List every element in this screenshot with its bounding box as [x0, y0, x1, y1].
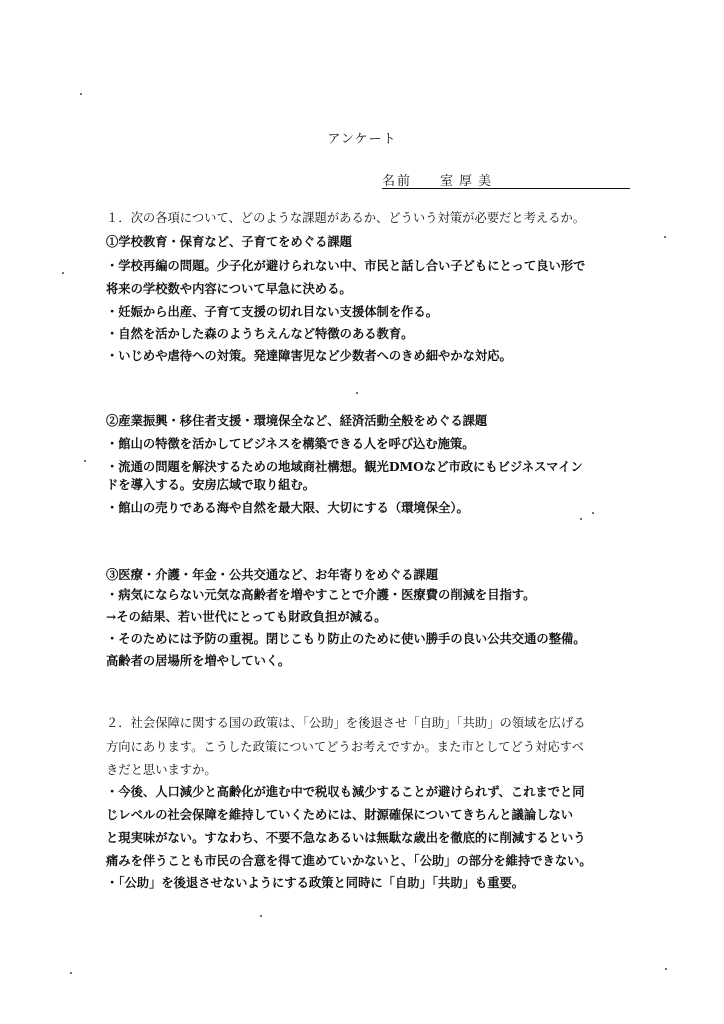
section2-answer-line: ・「公助」を後退させないようにする政策と同時に「自助」「共助」も重要。	[106, 875, 525, 890]
topic2-line: ・館山の特徴を活かしてビジネスを構築できる人を呼び込む施策。	[106, 436, 475, 451]
scan-speck	[665, 968, 667, 970]
section2-answer-line: と現実味がない。すなわち、不要不急なあるいは無駄な歳出を徹底的に削減するという	[106, 830, 586, 845]
topic2-line: ドを導入する。安房広域で取り組む。	[106, 477, 316, 492]
topic1-line: ・いじめや虐待への対策。発達障害児など少数者へのきめ細やかな対応。	[106, 348, 512, 363]
scan-speck	[664, 236, 666, 238]
name-label: 名前	[382, 174, 413, 189]
scan-speck	[592, 512, 594, 514]
section2-answer-line: ・今後、人口減少と高齢化が進む中で税収も減少することが避けられず、これまでと同	[106, 784, 585, 799]
topic3-line: →その結果、若い世代にとっても財政負担が減る。	[106, 609, 387, 624]
name-field	[382, 170, 630, 189]
scan-speck	[580, 518, 582, 520]
topic1-line: ・自然を活かした森のようちえんなど特徴のある教育。	[106, 326, 414, 341]
topic2-line: ・流通の問題を解決するための地域商社構想。観光DMOなど市政にもビジネスマイン	[106, 459, 583, 474]
scan-speck	[84, 460, 86, 462]
topic2-heading: ②産業振興・移住者支援・環境保全など、経済活動全般をめぐる課題	[106, 413, 488, 428]
scan-speck	[70, 972, 72, 974]
document-title: アンケート	[327, 132, 397, 147]
topic2-line: ・館山の売りである海や自然を最大限、大切にする（環境保全）。	[106, 500, 469, 515]
name-value: 室厚美	[440, 174, 498, 189]
section2-question-line: きだと思いますか。	[106, 763, 217, 777]
section2-answer-line: 痛みを伴うことも市民の合意を得て進めていかないと、「公助」の部分を維持できない。	[106, 853, 592, 868]
topic1-line: ・学校再編の問題。少子化が避けられない中、市民と話し合い子どもにとって良い形で	[106, 258, 586, 273]
topic1-heading: ①学校教育・保育など、子育てをめぐる課題	[106, 234, 352, 249]
scan-speck	[80, 93, 82, 95]
section2-question-line: 方向にあります。こうした政策についてどうお考えですか。また市としてどう対応すべ	[106, 740, 585, 754]
topic3-line: ・病気にならない元気な高齢者を増やすことで介護・医療費の削減を目指す。	[106, 587, 536, 602]
scan-speck	[260, 915, 262, 917]
section1-question: １．次の各項について、どのような課題があるか、どういう対策が必要だと考えるか。	[106, 211, 586, 225]
scan-speck	[62, 272, 64, 274]
topic3-line: ・そのためには予防の重視。閉じこもり防止のために使い勝手の良い公共交通の整備。	[106, 631, 586, 646]
topic3-line: 高齢者の居場所を増やしていく。	[106, 653, 291, 668]
topic1-line: 将来の学校数や内容について早急に決める。	[106, 281, 352, 296]
topic1-line: ・妊娠から出産、子育て支援の切れ目ない支援体制を作る。	[106, 304, 439, 319]
section2-answer-line: じレベルの社会保障を維持していくためには、財源確保についてきちんと議論しない	[106, 807, 574, 822]
section2-question-line: ２．社会保障に関する国の政策は、「公助」を後退させ「自助」「共助」の領域を広げる	[106, 716, 586, 730]
scan-speck	[356, 392, 358, 394]
topic3-heading: ③医療・介護・年金・公共交通など、お年寄りをめぐる課題	[106, 567, 439, 582]
